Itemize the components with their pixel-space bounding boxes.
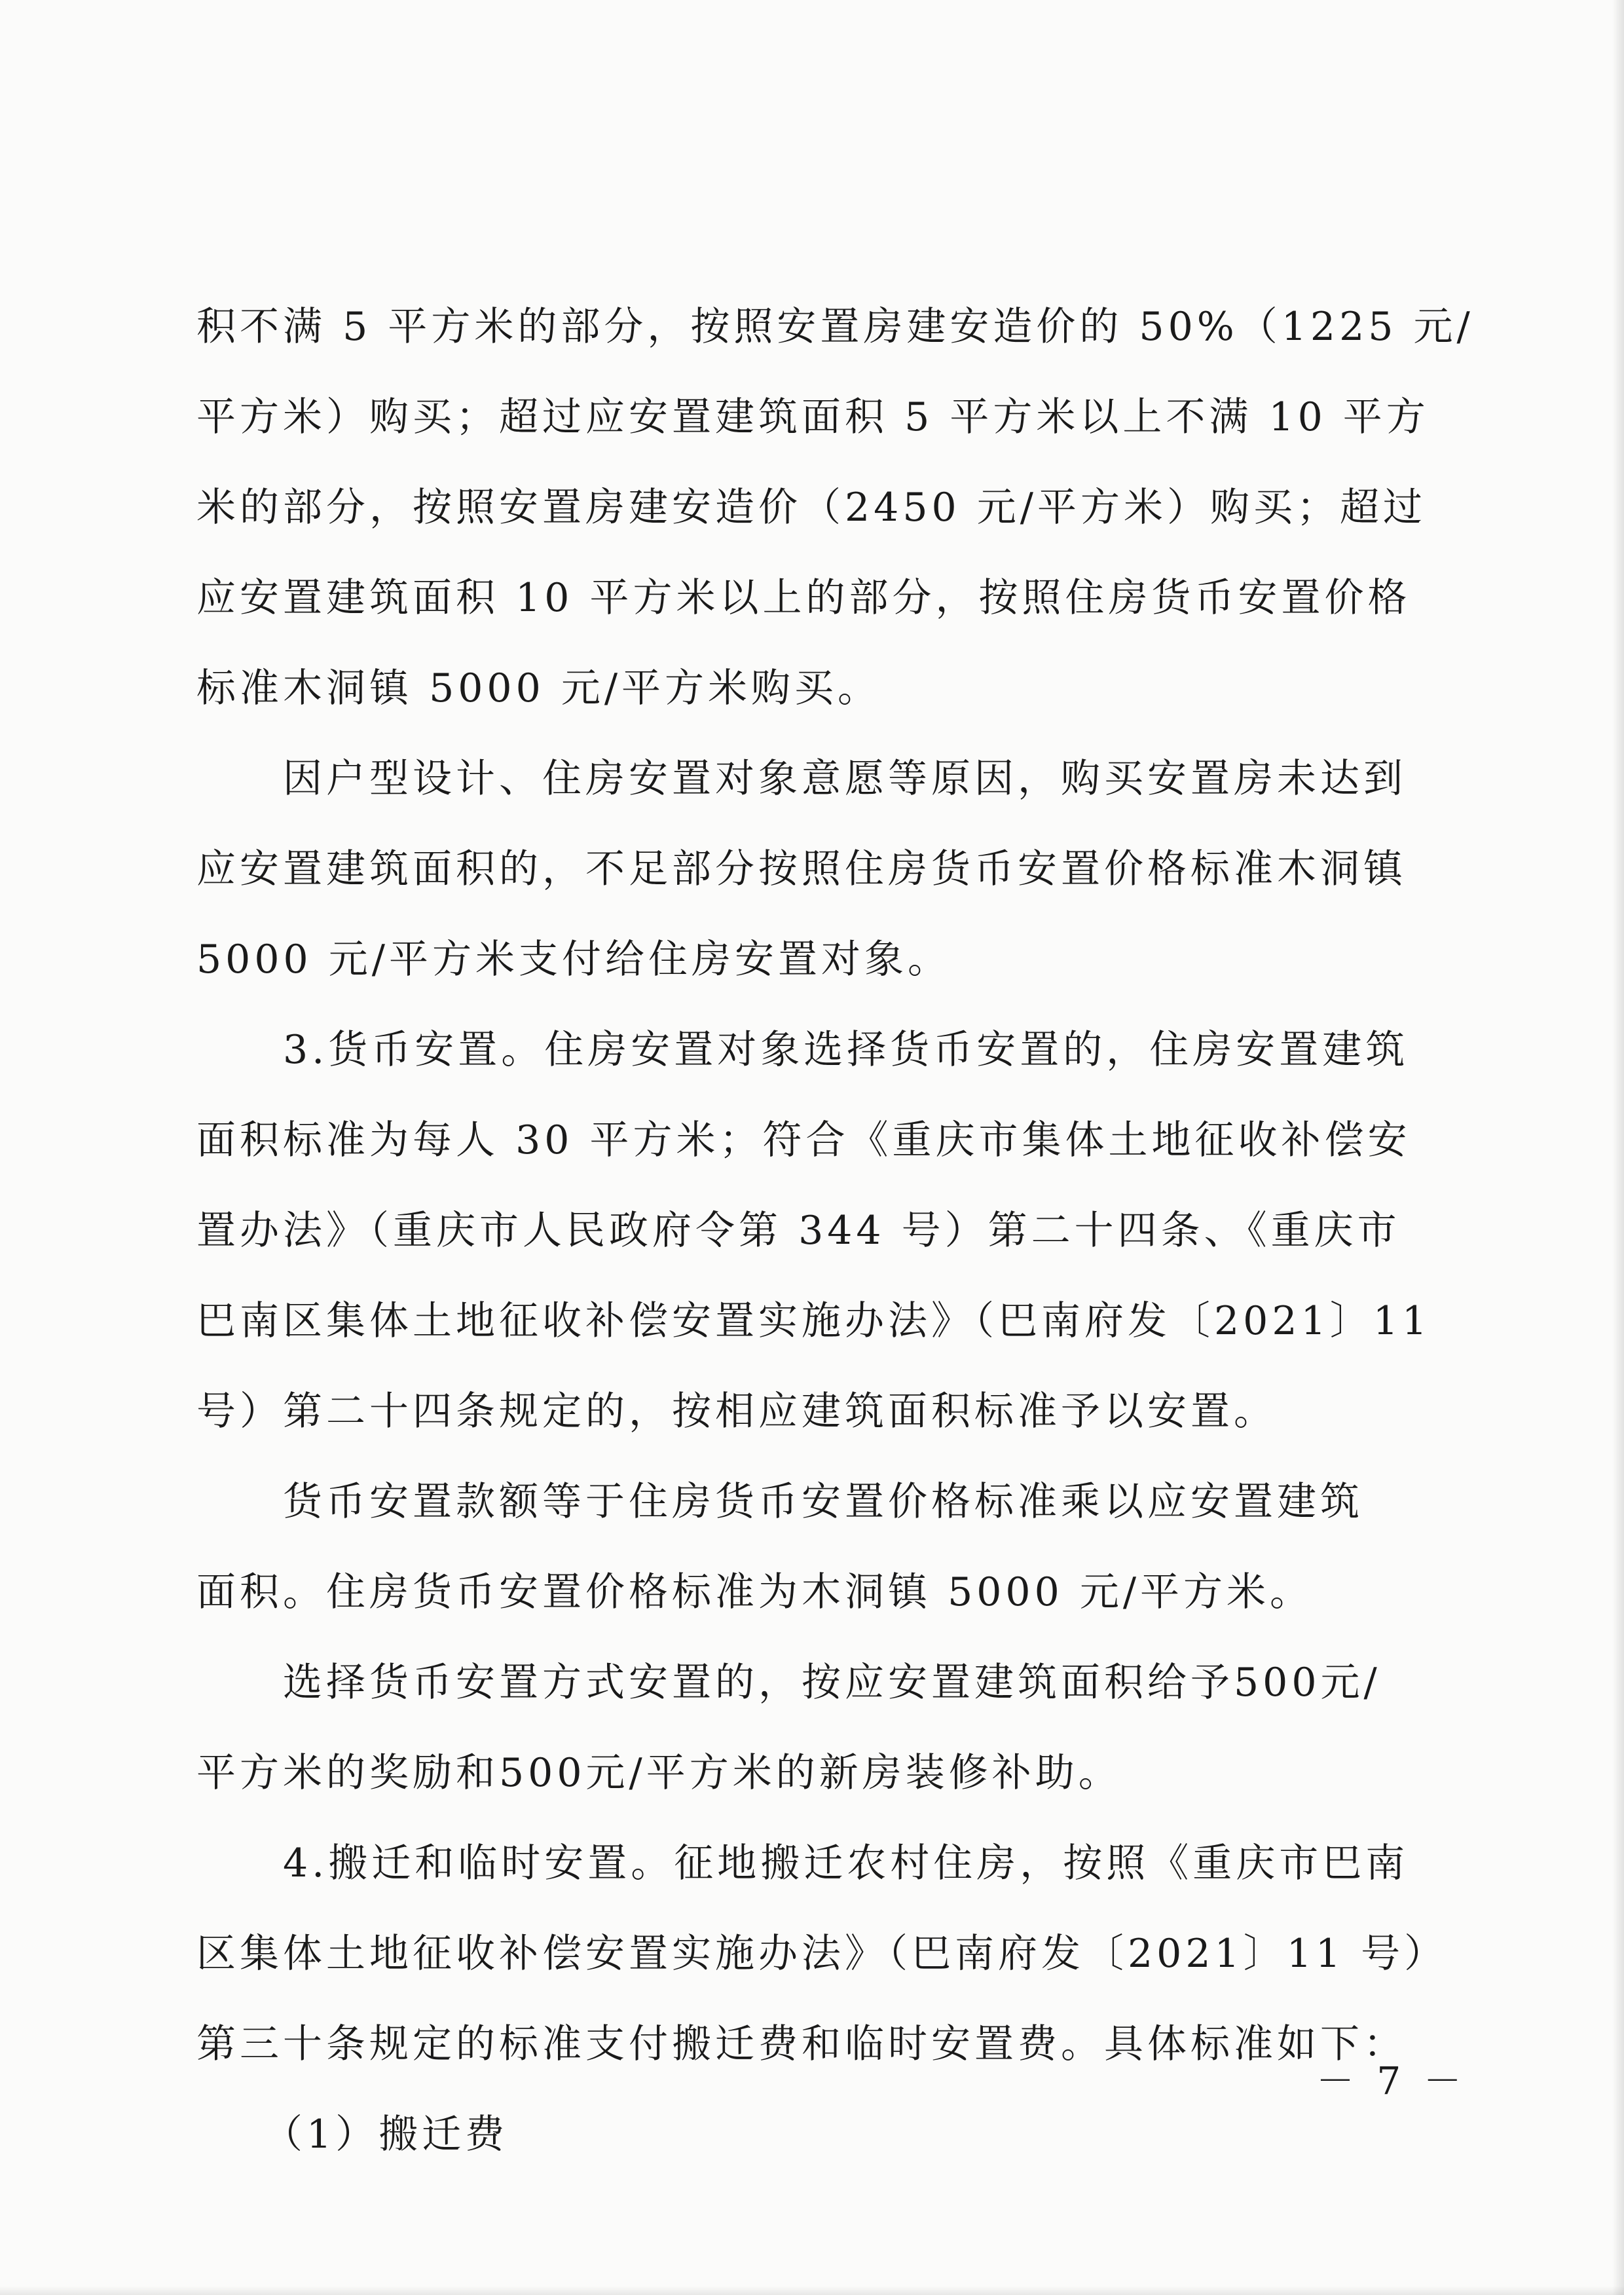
text-line: （1）搬迁费 <box>196 2112 509 2157</box>
body-text <box>196 282 1474 2180</box>
text-line: 米的部分，按照安置房建安造价（2450 元/平方米）购买；超过 <box>196 485 1426 531</box>
text-line: 积不满 5 平方米的部分，按照安置房建安造价的 50%（1225 元/ <box>196 304 1474 350</box>
page-edge-shadow <box>1612 0 1624 2295</box>
text-line: 因户型设计、住房安置对象意愿等原因，购买安置房未达到 <box>196 756 1407 802</box>
text-line: 平方米）购买；超过应安置建筑面积 5 平方米以上不满 10 平方 <box>196 394 1430 440</box>
text-line: 3.货币安置。住房安置对象选择货币安置的，住房安置建筑 <box>196 1027 1409 1073</box>
text-line: 应安置建筑面积的，不足部分按照住房货币安置价格标准木洞镇 <box>196 846 1407 892</box>
text-line: 面积。住房货币安置价格标准为木洞镇 5000 元/平方米。 <box>196 1569 1314 1615</box>
text-line: 4.搬迁和临时安置。征地搬迁农村住房，按照《重庆市巴南 <box>196 1840 1409 1886</box>
text-line: 置办法》（重庆市人民政府令第 344 号）第二十四条、《重庆市 <box>196 1208 1401 1254</box>
text-line: 5000 元/平方米支付给住房安置对象。 <box>196 937 951 982</box>
text-line: 选择货币安置方式安置的，按应安置建筑面积给予500元/ <box>196 1660 1381 1706</box>
text-line: 标准木洞镇 5000 元/平方米购买。 <box>196 665 881 711</box>
text-line: 第三十条规定的标准支付搬迁费和临时安置费。具体标准如下： <box>196 2021 1407 2067</box>
text-line: 面积标准为每人 30 平方米；符合《重庆市集体土地征收补偿安 <box>196 1117 1411 1163</box>
text-line: 应安置建筑面积 10 平方米以上的部分，按照住房货币安置价格 <box>196 575 1411 621</box>
page-number: － 7 － <box>1316 2059 1467 2103</box>
text-line: 号）第二十四条规定的，按相应建筑面积标准予以安置。 <box>196 1389 1277 1434</box>
text-line: 平方米的奖励和500元/平方米的新房装修补助。 <box>196 1750 1122 1796</box>
page-bottom-shadow <box>0 2286 1624 2295</box>
text-line: 区集体土地征收补偿安置实施办法》（巴南府发〔2021〕11 号） <box>196 1931 1448 1977</box>
text-line: 货币安置款额等于住房货币安置价格标准乘以应安置建筑 <box>196 1479 1363 1525</box>
text-line: 巴南区集体土地征收补偿安置实施办法》（巴南府发〔2021〕11 <box>196 1298 1431 1344</box>
